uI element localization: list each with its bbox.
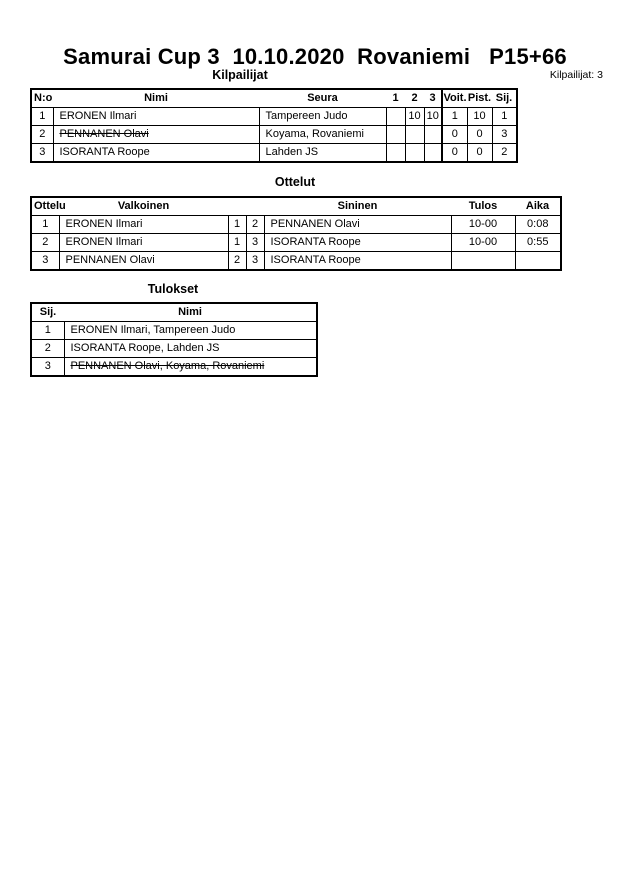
cell-pist: 10 bbox=[467, 108, 492, 126]
cell-competitor-struck: PENNANEN Olavi, Koyama, Rovaniemi bbox=[64, 358, 317, 377]
cell-voit: 0 bbox=[442, 126, 467, 144]
cell-nimi: ERONEN Ilmari bbox=[53, 108, 259, 126]
page-title: Samurai Cup 3 10.10.2020 Rovaniemi P15+66 bbox=[63, 44, 567, 69]
table-row bbox=[31, 126, 517, 144]
cell-competitor: ISORANTA Roope, Lahden JS bbox=[64, 340, 317, 358]
cell-rank: 2 bbox=[31, 340, 64, 358]
column-header-aika: Aika bbox=[515, 197, 561, 216]
cell-voit: 1 bbox=[442, 108, 467, 126]
table-row bbox=[31, 252, 561, 271]
cell-nimi: ISORANTA Roope bbox=[53, 144, 259, 163]
results-table bbox=[30, 302, 318, 377]
cell-white-name: ERONEN Ilmari bbox=[59, 234, 228, 252]
cell-blue-no: 3 bbox=[246, 252, 264, 271]
column-header-nimi: Nimi bbox=[53, 89, 259, 108]
cell-score-1 bbox=[386, 144, 405, 163]
cell-match-no: 3 bbox=[31, 252, 59, 271]
cell-white-name: ERONEN Ilmari bbox=[59, 216, 228, 234]
cell-sij: 1 bbox=[492, 108, 517, 126]
column-header-2: 2 bbox=[405, 89, 424, 108]
cell-pist: 0 bbox=[467, 144, 492, 163]
competitors-count: Kilpailijat: 3 bbox=[549, 69, 603, 81]
table-row bbox=[31, 108, 517, 126]
cell-no: 3 bbox=[31, 144, 53, 163]
cell-blue-name: ISORANTA Roope bbox=[264, 252, 451, 271]
cell-aika: 0:08 bbox=[515, 216, 561, 234]
cell-score-2 bbox=[405, 144, 424, 163]
cell-nimi-struck: PENNANEN Olavi bbox=[53, 126, 259, 144]
cell-white-no: 1 bbox=[228, 234, 246, 252]
cell-sij: 2 bbox=[492, 144, 517, 163]
cell-tulos bbox=[451, 252, 515, 271]
cell-seura: Koyama, Rovaniemi bbox=[259, 126, 386, 144]
cell-tulos: 10-00 bbox=[451, 234, 515, 252]
cell-white-no: 2 bbox=[228, 252, 246, 271]
column-header-blue-no bbox=[246, 197, 264, 216]
section-title-kilpailijat: Kilpailijat bbox=[212, 68, 268, 82]
cell-rank: 1 bbox=[31, 322, 64, 340]
cell-no: 1 bbox=[31, 108, 53, 126]
table-row bbox=[31, 358, 317, 377]
column-header-sij: Sij. bbox=[492, 89, 517, 108]
cell-competitor: ERONEN Ilmari, Tampereen Judo bbox=[64, 322, 317, 340]
cell-aika: 0:55 bbox=[515, 234, 561, 252]
column-header-1: 1 bbox=[386, 89, 405, 108]
cell-score-3 bbox=[424, 144, 442, 163]
table-row bbox=[31, 340, 317, 358]
cell-score-3: 10 bbox=[424, 108, 442, 126]
cell-match-no: 2 bbox=[31, 234, 59, 252]
column-header-pist: Pist. bbox=[467, 89, 492, 108]
column-header-voit: Voit. bbox=[442, 89, 467, 108]
cell-blue-name: PENNANEN Olavi bbox=[264, 216, 451, 234]
cell-score-2: 10 bbox=[405, 108, 424, 126]
cell-no: 2 bbox=[31, 126, 53, 144]
column-header-white-no bbox=[228, 197, 246, 216]
cell-seura: Lahden JS bbox=[259, 144, 386, 163]
competitors-table bbox=[30, 88, 518, 163]
table-row bbox=[31, 322, 317, 340]
section-title-tulokset: Tulokset bbox=[147, 282, 199, 296]
table-row bbox=[31, 216, 561, 234]
cell-white-name: PENNANEN Olavi bbox=[59, 252, 228, 271]
cell-rank: 3 bbox=[31, 358, 64, 377]
cell-score-1 bbox=[386, 126, 405, 144]
cell-aika bbox=[515, 252, 561, 271]
cell-score-1 bbox=[386, 108, 405, 126]
cell-score-2 bbox=[405, 126, 424, 144]
cell-pist: 0 bbox=[467, 126, 492, 144]
column-header-tulos: Tulos bbox=[451, 197, 515, 216]
cell-blue-name: ISORANTA Roope bbox=[264, 234, 451, 252]
cell-blue-no: 2 bbox=[246, 216, 264, 234]
cell-seura: Tampereen Judo bbox=[259, 108, 386, 126]
table-row bbox=[31, 234, 561, 252]
results-header-row bbox=[31, 303, 317, 322]
table-row bbox=[31, 144, 517, 163]
competitors-header-row bbox=[31, 89, 517, 108]
column-header-ottelu: Ottelu bbox=[31, 197, 59, 216]
cell-match-no: 1 bbox=[31, 216, 59, 234]
column-header-sininen: Sininen bbox=[264, 197, 451, 216]
column-header-nimi: Nimi bbox=[64, 303, 317, 322]
column-header-valkoinen: Valkoinen bbox=[59, 197, 228, 216]
cell-voit: 0 bbox=[442, 144, 467, 163]
matches-table bbox=[30, 196, 562, 271]
column-header-sij: Sij. bbox=[31, 303, 64, 322]
section-title-ottelut: Ottelut bbox=[274, 175, 316, 189]
matches-header-row bbox=[31, 197, 561, 216]
cell-score-3 bbox=[424, 126, 442, 144]
column-header-seura: Seura bbox=[259, 89, 386, 108]
cell-sij: 3 bbox=[492, 126, 517, 144]
column-header-no: N:o bbox=[31, 89, 53, 108]
cell-blue-no: 3 bbox=[246, 234, 264, 252]
cell-tulos: 10-00 bbox=[451, 216, 515, 234]
column-header-3: 3 bbox=[424, 89, 442, 108]
cell-white-no: 1 bbox=[228, 216, 246, 234]
